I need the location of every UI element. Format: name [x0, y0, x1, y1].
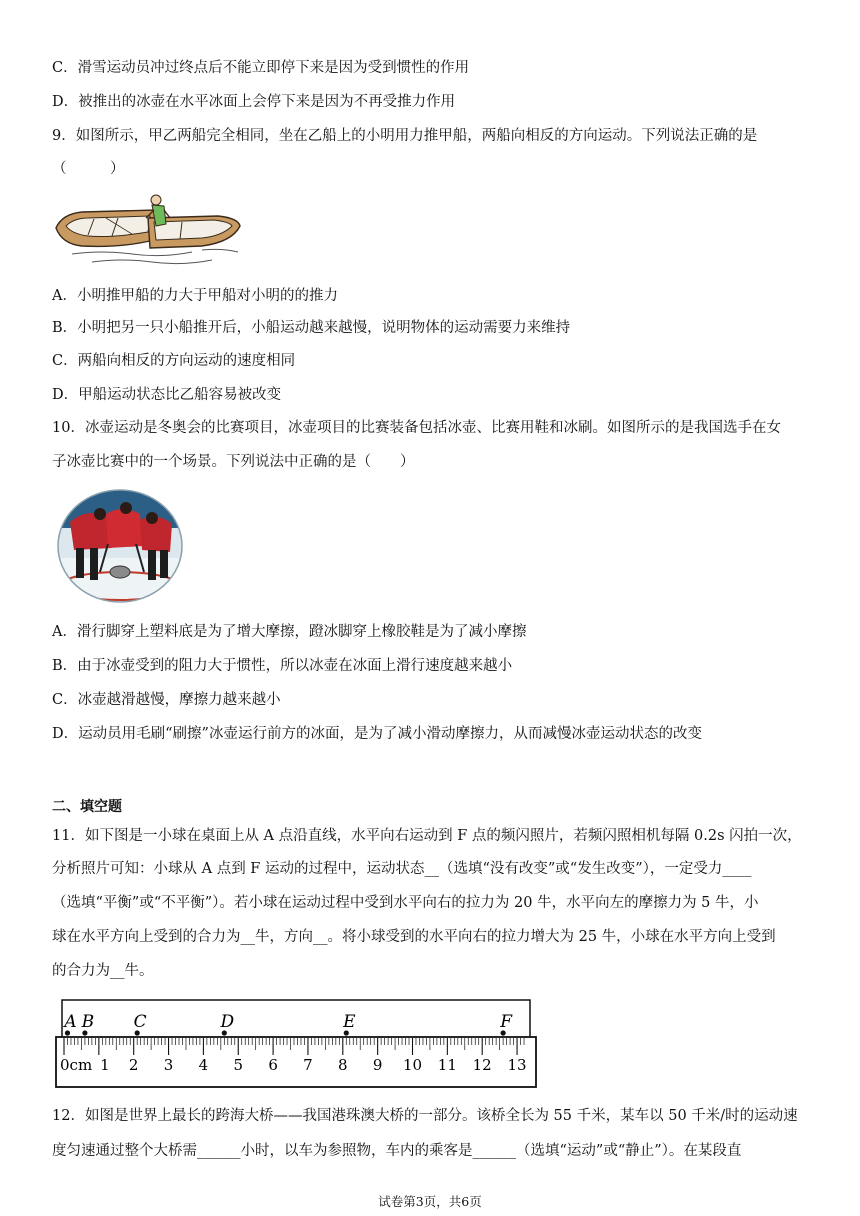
ruler-number: 2	[128, 1056, 139, 1074]
ruler-zero-label: 0cm	[60, 1056, 93, 1074]
q8-option-c: C．滑雪运动员冲过终点后不能立即停下来是因为受到惯性的作用	[52, 60, 470, 76]
ruler-number: 5	[233, 1056, 244, 1074]
q10-stem-line2: 子冰壶比赛中的一个场景。下列说法中正确的是（ ）	[52, 454, 415, 470]
q12-line2: 度匀速通过整个大桥需______小时，以车为参照物，车内的乘客是______（选填“运动”或“静止”）。在某段直	[52, 1143, 742, 1159]
ruler-number: 13	[507, 1056, 527, 1074]
q10-option-c: C．冰壶越滑越慢，摩擦力越来越小	[52, 692, 281, 708]
ruler-number: 7	[303, 1056, 313, 1074]
q10-option-a: A．滑行脚穿上塑料底是为了增大摩擦，蹬冰脚穿上橡胶鞋是为了减小摩擦	[52, 624, 527, 640]
ruler-figure	[54, 997, 540, 1091]
ruler-number: 10	[402, 1056, 423, 1074]
q12-line1: 12．如图是世界上最长的跨海大桥——我国港珠澳大桥的一部分。该桥全长为 55 千米，某车以 50 千米/时的运动速	[52, 1108, 798, 1124]
ruler-number: 6	[268, 1056, 278, 1074]
ruler-number: 12	[472, 1056, 492, 1074]
ruler-number: 9	[372, 1056, 383, 1074]
q9-option-b: B．小明把另一只小船推开后，小船运动越来越慢，说明物体的运动需要力来维持	[52, 320, 571, 336]
point-label-d: D	[220, 1012, 235, 1032]
q9-option-c: C．两船向相反的方向运动的速度相同	[52, 353, 296, 369]
point-label-e: E	[343, 1012, 356, 1032]
ruler-number: 8	[338, 1056, 348, 1074]
point-label-f: F	[500, 1012, 513, 1032]
point-label-c: C	[133, 1012, 147, 1032]
q10-option-b: B．由于冰壶受到的阻力大于惯性，所以冰壶在冰面上滑行速度越来越小	[52, 658, 513, 674]
q11-line2: 分析照片可知：小球从 A 点到 F 运动的过程中，运动状态__（选填“没有改变”或“发生改变”），一定受力____	[52, 861, 752, 877]
ruler-number: 1	[100, 1056, 110, 1074]
q9-option-a: A．小明推甲船的力大于甲船对小明的的推力	[52, 288, 338, 304]
ruler-number: 3	[163, 1056, 174, 1074]
q11-line5: 的合力为__牛。	[52, 963, 154, 979]
section-title: 二、填空题	[52, 799, 122, 815]
q10-option-d: D．运动员用毛刷“刷擦”冰壶运行前方的冰面，是为了减小滑动摩擦力，从而减慢冰壶运动状态的改变	[52, 726, 702, 742]
q11-line1: 11．如下图是一小球在桌面上从 A 点沿直线，水平向右运动到 F 点的频闪照片，若频闪照相机每隔 0.2s 闪拍一次，	[52, 828, 802, 844]
q9-answer-bracket: （ ）	[52, 161, 125, 177]
page-footer: 试卷第3页，共6页	[378, 1194, 482, 1209]
q9-option-d: D．甲船运动状态比乙船容易被改变	[52, 387, 282, 403]
curling-photo	[56, 488, 184, 604]
point-label-b: B	[81, 1012, 95, 1032]
q11-line3: （选填“平衡”或“不平衡”）。若小球在运动过程中受到水平向右的拉力为 20 牛，水平向左的摩擦力为 5 牛，小	[52, 895, 759, 911]
q10-stem-line1: 10．冰壶运动是冬奥会的比赛项目，冰壶项目的比赛装备包括冰壶、比赛用鞋和冰刷。如图所示的是我国选手在女	[52, 420, 781, 436]
q8-option-d: D．被推出的冰壶在水平冰面上会停下来是因为不再受推力作用	[52, 94, 456, 110]
q11-line4: 球在水平方向上受到的合力为__牛，方向__。将小球受到的水平向右的拉力增大为 25 牛，小球在水平方向上受到	[52, 929, 776, 945]
q9-stem: 9．如图所示，甲乙两船完全相同，坐在乙船上的小明用力推甲船，两船向相反的方向运动。下列说法正确的是	[52, 128, 758, 144]
boats-figure	[52, 188, 244, 268]
ruler-number: 11	[437, 1056, 457, 1074]
point-label-a: A	[64, 1012, 77, 1032]
ruler-number: 4	[198, 1056, 209, 1074]
photo-strip	[62, 1000, 530, 1038]
